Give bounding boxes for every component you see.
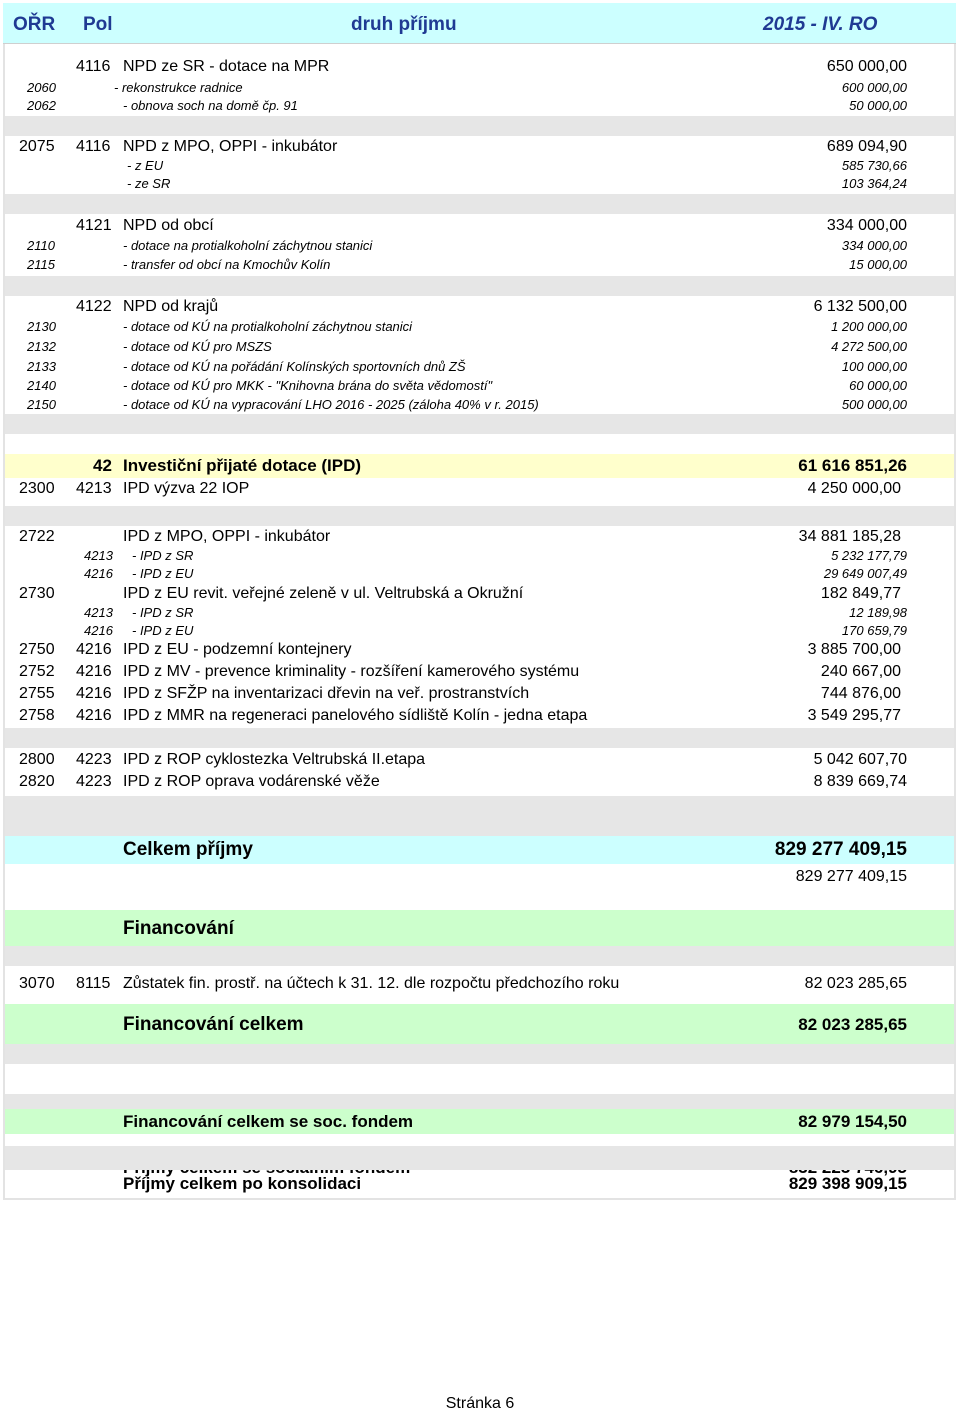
- table-row: [5, 238, 954, 256]
- pol-code: 4223: [76, 773, 112, 790]
- row-text: - IPD z EU: [132, 566, 194, 581]
- pol-code: 4122: [76, 298, 112, 315]
- row-text: Financování celkem: [123, 1014, 304, 1035]
- header-pol: Pol: [83, 14, 113, 35]
- table-row: [5, 58, 954, 78]
- row-value: 15 000,00: [849, 257, 907, 272]
- header-druh: druh příjmu: [351, 14, 457, 35]
- row-value: 60 000,00: [849, 378, 907, 393]
- orr-code: 2750: [19, 641, 55, 658]
- orr-code: 2130: [27, 319, 56, 334]
- row-value: 5 232 177,79: [831, 548, 907, 563]
- table-row: [5, 528, 954, 548]
- row-separator: [5, 276, 954, 296]
- table-row: [5, 98, 954, 116]
- row-text: - IPD z EU: [132, 623, 194, 638]
- row-text: Investiční přijaté dotace (IPD): [123, 456, 362, 475]
- orr-code: 2062: [27, 98, 56, 113]
- pol-code: 8115: [76, 975, 111, 992]
- row-text: - IPD z SR: [132, 605, 194, 620]
- table-row: [5, 80, 954, 98]
- orr-code: 2133: [27, 359, 56, 374]
- row-text: IPD z EU revit. veřejné zeleně v ul. Veltrubská a Okružní: [123, 585, 524, 602]
- row-value: 334 000,00: [841, 238, 907, 253]
- pol-code: 4116: [76, 58, 111, 75]
- row-text: Financování celkem se soc. fondem: [123, 1112, 414, 1131]
- pol-code: 4216: [76, 685, 112, 702]
- pol-code: 4213: [76, 480, 112, 497]
- pol-code: 42: [93, 456, 112, 475]
- row-text: Zůstatek fin. prostř. na účtech k 31. 12. dle rozpočtu předchozího roku: [123, 975, 620, 992]
- row-value: 334 000,00: [826, 217, 907, 234]
- row-value: 61 616 851,26: [798, 456, 907, 475]
- row-value: 82 979 154,50: [798, 1112, 907, 1131]
- pol-code: 4216: [76, 663, 112, 680]
- row-value: 4 250 000,00: [807, 480, 901, 497]
- row-separator: [5, 1044, 954, 1064]
- row-text: - dotace od KÚ na protialkoholní záchytnou stanici: [123, 319, 413, 334]
- orr-code: 2722: [19, 528, 55, 545]
- row-value: 8 839 669,74: [813, 773, 907, 790]
- row-separator: [5, 116, 954, 136]
- row-text: IPD z MV - prevence kriminality - rozšíření kamerového systému: [123, 663, 580, 680]
- row-text: - dotace od KÚ pro MSZS: [123, 339, 272, 354]
- row-text: IPD výzva 22 IOP: [123, 480, 250, 497]
- row-value: 600 000,00: [841, 80, 907, 95]
- row-text: NPD z MPO, OPPI - inkubátor: [123, 138, 338, 155]
- row-value: 170 659,79: [841, 623, 907, 638]
- orr-code: 2115: [27, 257, 55, 272]
- header-year: 2015 - IV. RO: [763, 14, 878, 35]
- row-text: Financování: [123, 918, 234, 939]
- row-text: NPD od krajů: [123, 298, 219, 315]
- table-row: [5, 359, 954, 377]
- row-text: Příjmy celkem po konsolidaci: [123, 1174, 362, 1193]
- pol-code: 4116: [76, 138, 111, 155]
- financing-social-fund-row: [5, 1109, 954, 1134]
- table-row: [5, 707, 954, 729]
- orr-code: 2060: [27, 80, 56, 95]
- row-text: NPD od obcí: [123, 217, 214, 234]
- table-row: [5, 663, 954, 685]
- table-row: [5, 378, 954, 396]
- table-row-ipd-total: [5, 454, 954, 478]
- orr-code: 2150: [27, 397, 56, 412]
- financing-total-row: [5, 1004, 954, 1044]
- table-row: [5, 641, 954, 663]
- row-text: NPD ze SR - dotace na MPR: [123, 58, 330, 75]
- row-value: 29 649 007,49: [823, 566, 907, 581]
- row-value: 82 023 285,65: [804, 975, 907, 992]
- row-value: 3 549 295,77: [807, 707, 901, 724]
- row-text: - dotace od KÚ pro MKK - "Knihovna brána do světa vědomostí": [123, 378, 493, 393]
- orr-code: 2752: [19, 663, 55, 680]
- table-body: [3, 44, 956, 1200]
- row-value: 4 272 500,00: [831, 339, 907, 354]
- row-value: 3 885 700,00: [807, 641, 901, 658]
- row-separator: [5, 414, 954, 434]
- table-row: [5, 298, 954, 318]
- income-consolidation-row: [5, 1170, 954, 1198]
- row-text: Celkem příjmy: [123, 839, 253, 860]
- table-row: [5, 865, 954, 891]
- table-row: [5, 339, 954, 357]
- table-row: [5, 966, 954, 1004]
- row-text: - IPD z SR: [132, 548, 194, 563]
- row-value: 585 730,66: [841, 158, 907, 173]
- row-text: IPD z ROP oprava vodárenské věže: [123, 773, 380, 790]
- row-text: - dotace od KÚ na pořádání Kolínských sportovních dnů ZŠ: [123, 359, 466, 374]
- orr-code: 3070: [19, 975, 55, 992]
- table-row: [5, 257, 954, 275]
- table-row: [5, 319, 954, 337]
- table-row: [5, 158, 954, 176]
- row-separator: [5, 796, 954, 836]
- row-value: 6 132 500,00: [813, 298, 907, 315]
- budget-page: [3, 3, 956, 1200]
- orr-code: 2730: [19, 585, 55, 602]
- row-value: 829 398 909,15: [788, 1174, 907, 1193]
- table-row: [5, 397, 954, 415]
- orr-code: 2800: [19, 751, 55, 768]
- row-value: 500 000,00: [841, 397, 907, 412]
- pol-code: 4223: [76, 751, 112, 768]
- table-row: [5, 176, 954, 194]
- row-separator: [5, 506, 954, 526]
- pol-code: 4216: [84, 623, 113, 638]
- table-header: [3, 3, 956, 44]
- table-row: [5, 585, 954, 605]
- row-text: IPD z MPO, OPPI - inkubátor: [123, 528, 331, 545]
- row-text: IPD z EU - podzemní kontejnery: [123, 641, 352, 658]
- row-separator: [5, 194, 954, 214]
- row-text: - dotace na protialkoholní záchytnou stanici: [123, 238, 373, 253]
- row-separator: [5, 946, 954, 966]
- pol-code: 4216: [84, 566, 113, 581]
- row-value: 689 094,90: [826, 138, 907, 155]
- pol-code: 4121: [76, 217, 112, 234]
- financing-header-row: [5, 910, 954, 946]
- pol-code: 4213: [84, 605, 113, 620]
- row-text: - z EU: [127, 158, 164, 173]
- row-text: - rekonstrukce radnice: [114, 80, 243, 95]
- row-value: 1 200 000,00: [831, 319, 907, 334]
- row-text: IPD z SFŽP na inventarizaci dřevin na veř. prostranstvích: [123, 685, 530, 702]
- table-row: [5, 548, 954, 566]
- row-value: 103 364,24: [841, 176, 907, 191]
- spacer-row: [5, 1064, 954, 1094]
- table-row: [5, 751, 954, 773]
- table-row: [5, 217, 954, 237]
- row-value: 182 849,77: [820, 585, 901, 602]
- row-value: 240 667,00: [820, 663, 901, 680]
- row-value: 82 023 285,65: [798, 1015, 907, 1034]
- row-text: - dotace od KÚ na vypracování LHO 2016 - 2025 (záloha 40% v r. 2015): [123, 397, 539, 412]
- table-row: [5, 623, 954, 641]
- table-row: [5, 138, 954, 158]
- header-orr: OŘR: [13, 14, 56, 35]
- row-text: - obnova soch na domě čp. 91: [123, 98, 298, 113]
- row-value: 100 000,00: [841, 359, 907, 374]
- row-value: 50 000,00: [849, 98, 907, 113]
- pol-code: 4213: [84, 548, 113, 563]
- orr-code: 2300: [19, 480, 55, 497]
- table-row: [5, 605, 954, 623]
- row-value: 829 277 409,15: [795, 868, 907, 885]
- row-separator: [5, 1150, 954, 1170]
- table-row: [5, 480, 954, 502]
- row-text: - transfer od obcí na Kmochův Kolín: [123, 257, 331, 272]
- orr-code: 2140: [27, 378, 56, 393]
- table-row: [5, 685, 954, 707]
- table-row: [5, 566, 954, 584]
- row-value: 5 042 607,70: [813, 751, 907, 768]
- orr-code: 2820: [19, 773, 55, 790]
- orr-code: 2758: [19, 707, 55, 724]
- row-separator: [5, 728, 954, 748]
- table-row: [5, 773, 954, 795]
- row-value: 744 876,00: [820, 685, 901, 702]
- row-value: 829 277 409,15: [774, 839, 907, 860]
- row-value: 12 189,98: [849, 605, 907, 620]
- row-value: 34 881 185,28: [798, 528, 901, 545]
- row-text: IPD z MMR na regeneraci panelového sídliště Kolín - jedna etapa: [123, 707, 588, 724]
- pol-code: 4216: [76, 641, 112, 658]
- row-text: - ze SR: [127, 176, 171, 191]
- orr-code: 2755: [19, 685, 55, 702]
- pol-code: 4216: [76, 707, 112, 724]
- orr-code: 2075: [19, 138, 55, 155]
- total-income-row: [5, 836, 954, 864]
- orr-code: 2132: [27, 339, 56, 354]
- row-value: 650 000,00: [826, 58, 907, 75]
- row-text: IPD z ROP cyklostezka Veltrubská II.etapa: [123, 751, 426, 768]
- orr-code: 2110: [27, 238, 55, 253]
- page-number: Stránka 6: [445, 1395, 515, 1412]
